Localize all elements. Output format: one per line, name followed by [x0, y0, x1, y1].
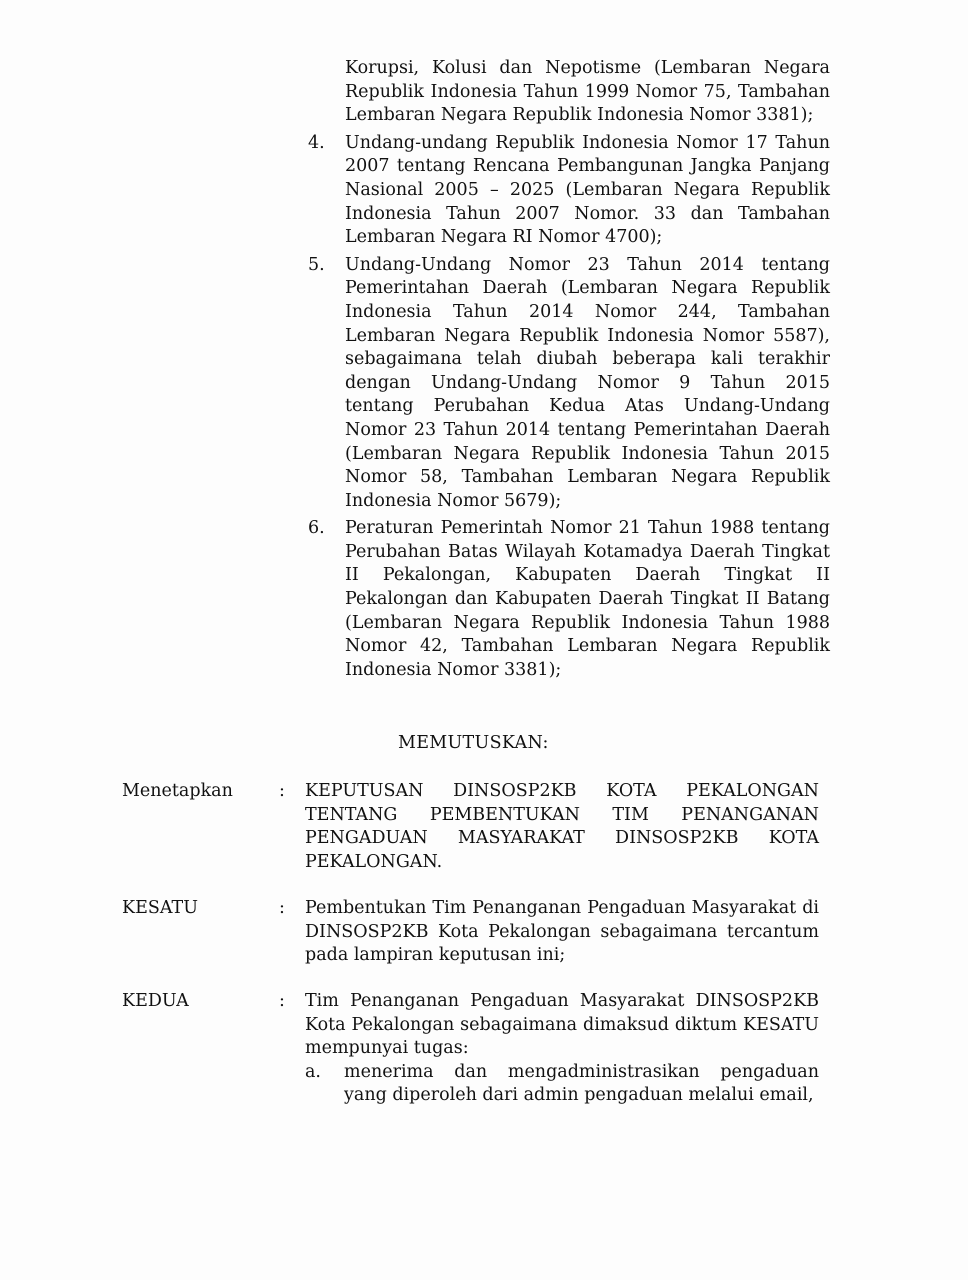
menetapkan-label: Menetapkan: [122, 781, 233, 801]
legal-basis-continuation: [300, 57, 830, 128]
kesatu-label: KESATU: [122, 898, 198, 918]
legal-basis-list: [300, 57, 830, 686]
legal-basis-text: Undang-Undang Nomor 23 Tahun 2014 tentang Pemerintahan Daerah (Lembaran Negara Republik Indonesia Tahun 2014 Nomor 244, Tambahan Lembaran Negara Republik Indonesia Nomor 5587), sebagaimana telah diubah beberapa kali terakhir dengan Undang-Undang Nomor 9 Tahun 2015 tentang Perubahan Kedua Atas Undang-Undang Nomor 23 Tahun 2014 tentang Pemerintahan Daerah (Lembaran Negara Republik Indonesia Tahun 2015 Nomor 58, Tambahan Lembaran Negara Republik Indonesia Nomor 5679);: [345, 254, 830, 511]
kedua-task-text: menerima dan mengadministrasikan pengaduan yang diperoleh dari admin pengaduan melalui email,: [344, 1061, 819, 1106]
menetapkan-text: KEPUTUSAN DINSOSP2KB KOTA PEKALONGAN TENTANG PEMBENTUKAN TIM PENANGANAN PENGADUAN MASYARAKAT DINSOSP2KB KOTA PEKALONGAN.: [305, 781, 819, 872]
kedua-task-item: [305, 1061, 819, 1108]
decision-heading: MEMUTUSKAN:: [398, 733, 549, 753]
kedua-text: Tim Penanganan Pengaduan Masyarakat DINSOSP2KB Kota Pekalongan sebagaimana dimaksud diktum KESATU mempunyai tugas:: [305, 991, 819, 1059]
legal-basis-text: Undang-undang Republik Indonesia Nomor 17 Tahun 2007 tentang Rencana Pembangunan Jangka Panjang Nasional 2005 – 2025 (Lembaran Negara Republik Indonesia Tahun 2007 Nomor. 33 dan Tambahan Lembaran Negara RI Nomor 4700);: [345, 132, 830, 248]
legal-basis-continuation-text: Korupsi, Kolusi dan Nepotisme (Lembaran Negara Republik Indonesia Tahun 1999 Nomor 75, Tambahan Lembaran Negara Republik Indonesia Nomor 3381);: [345, 58, 830, 126]
legal-basis-number: 5.: [308, 254, 325, 275]
legal-basis-item: [300, 517, 830, 682]
kesatu-colon: :: [279, 898, 285, 918]
kedua-colon: :: [279, 991, 285, 1011]
kesatu-text: Pembentukan Tim Penanganan Pengaduan Masyarakat di DINSOSP2KB Kota Pekalongan sebagaimana tercantum pada lampiran keputusan ini;: [305, 898, 819, 966]
kedua-task-letter: a.: [305, 1061, 321, 1082]
kedua-content: [305, 990, 819, 1108]
legal-basis-text: Peraturan Pemerintah Nomor 21 Tahun 1988 tentang Perubahan Batas Wilayah Kotamadya Daerah Tingkat II Pekalongan, Kabupaten Daerah Tingkat II Pekalongan dan Kabupaten Daerah Tingkat II Batang (Lembaran Negara Republik Indonesia Tahun 1988 Nomor 42, Tambahan Lembaran Negara Republik Indonesia Nomor 3381);: [345, 518, 830, 680]
legal-basis-item: [300, 132, 830, 250]
legal-basis-number: 4.: [308, 132, 325, 153]
menetapkan-colon: :: [279, 781, 285, 801]
kedua-label: KEDUA: [122, 991, 189, 1011]
legal-basis-number: 6.: [308, 518, 325, 539]
legal-basis-item: [300, 254, 830, 514]
